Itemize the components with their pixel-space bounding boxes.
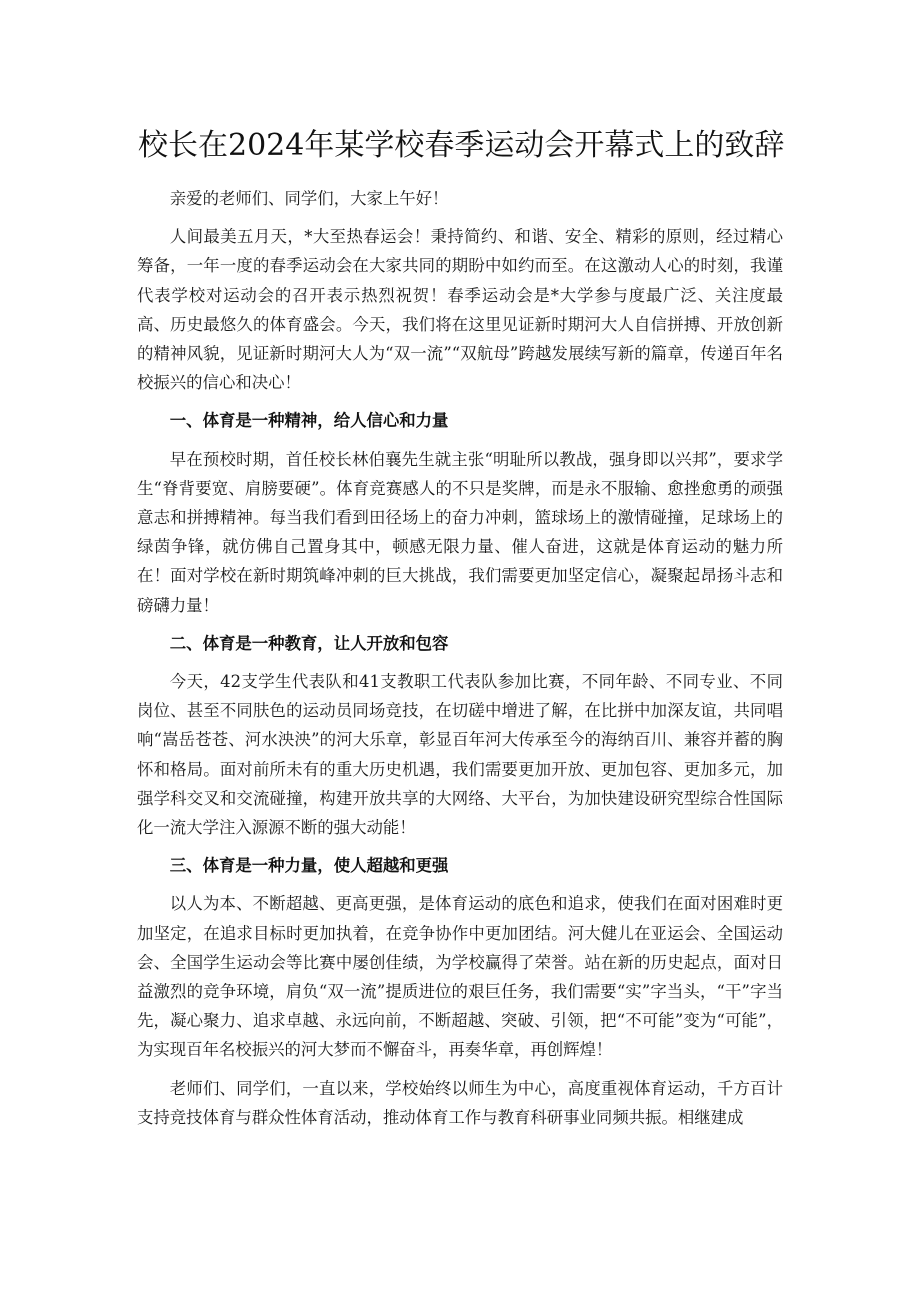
- section-2-heading: 二、体育是一种教育，让人开放和包容: [169, 633, 449, 653]
- section-1-heading: 一、体育是一种精神，给人信心和力量: [169, 411, 449, 431]
- section-1-paragraph: 早在预校时期，首任校长林伯襄先生就主张“明耻所以教战，强身即以兴邦”，要求学生“脊背要宽、肩膀要硬”。体育竞赛感人的不只是奖牌，而是永不服输、愈挫愈勇的顽强意志和拼搏精神。每当我们看到田径场上的奋力冲刺，篮球场上的激情碰撞，足球场上的绿茵争锋，就仿佛自己置身其中，顿感无限力量、催人奋进，这就是体育运动的魅力所在！面对学校在新时期筑峰冲刺的巨大挑战，我们需要更加坚定信心，凝聚起昂扬斗志和磅礴力量！: [137, 449, 783, 615]
- closing-paragraph: 老师们、同学们，一直以来，学校始终以师生为中心，高度重视体育运动，千方百计支持竞技体育与群众性体育活动，推动体育工作与教育科研事业同频共振。相继建成: [137, 1078, 783, 1127]
- greeting-paragraph: 亲爱的老师们、同学们，大家上午好！: [169, 189, 449, 208]
- document-body: [137, 184, 783, 1132]
- section-3-heading: 三、体育是一种力量，使人超越和更强: [169, 856, 449, 876]
- document-title: 校长在2024年某学校春季运动会开幕式上的致辞: [138, 128, 785, 163]
- intro-paragraph: 人间最美五月天，*大至热春运会！秉持简约、和谐、安全、精彩的原则，经过精心筹备，一年一度的春季运动会在大家共同的期盼中如约而至。在这激动人心的时刻，我谨代表学校对运动会的召开表示热烈祝贺！春季运动会是*大学参与度最广泛、关注度最高、历史最悠久的体育盛会。今天，我们将在这里见证新时期河大人自信拼搏、开放创新的精神风貌，见证新时期河大人为“双一流”“双航母”跨越发展续写新的篇章，传递百年名校振兴的信心和决心！: [137, 227, 783, 393]
- section-3-paragraph: 以人为本、不断超越、更高更强，是体育运动的底色和追求，使我们在面对困难时更加坚定，在追求目标时更加执着，在竞争协作中更加团结。河大健儿在亚运会、全国运动会、全国学生运动会等比赛中屡创佳绩，为学校赢得了荣誉。站在新的历史起点，面对日益激烈的竞争环境，肩负“双一流”提质进位的艰巨任务，我们需要“实”字当头，“干”字当先，凝心聚力、追求卓越、永远向前，不断超越、突破、引领，把“不可能”变为“可能”，为实现百年名校振兴的河大梦而不懈奋斗，再奏华章，再创辉煌！: [137, 894, 783, 1060]
- section-2-paragraph: 今天，42支学生代表队和41支教职工代表队参加比赛，不同年龄、不同专业、不同岗位、甚至不同肤色的运动员同场竞技，在切磋中增进了解，在比拼中加深友谊，共同唱响“嵩岳苍苍、河水泱泱”的河大乐章，彰显百年河大传承至今的海纳百川、兼容并蓄的胸怀和格局。面对前所未有的重大历史机遇，我们需要更加开放、更加包容、更加多元，加强学科交叉和交流碰撞，构建开放共享的大网络、大平台，为加快建设研究型综合性国际化一流大学注入源源不断的强大动能！: [137, 672, 783, 838]
